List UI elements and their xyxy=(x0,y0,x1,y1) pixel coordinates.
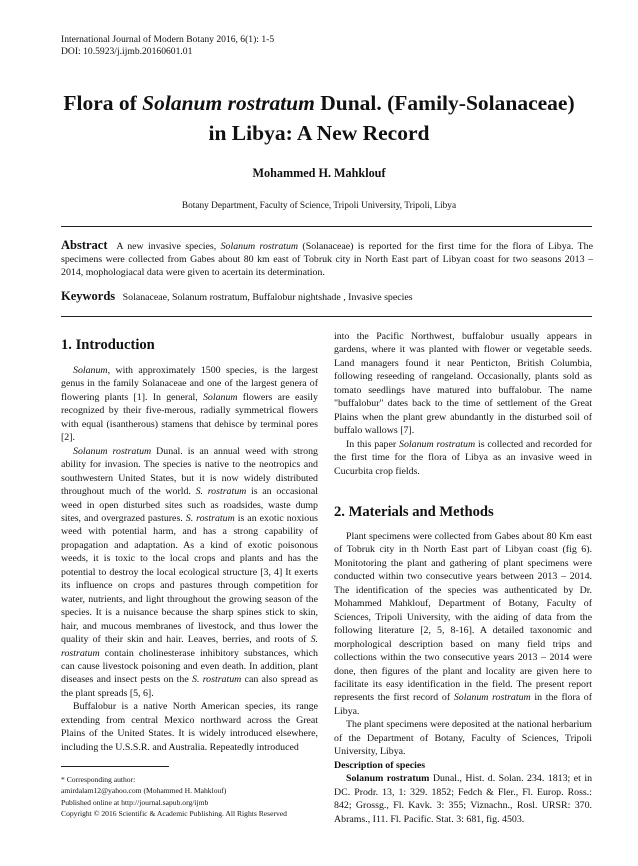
abstract-species: Solanum rostratum xyxy=(220,241,299,252)
intro-p2-text-d: contain cholinesterase inhibitory substances, which can cause livestock poisoning and even death. In addition, plant diseases and insect pests on the xyxy=(61,647,318,686)
methods-p3-text: Dunal., Hist. d. Solan. 234. 1813; et in DC. Prodr. 13, 1: 329. 1852; Fedch & Fler., Fl. Europ. Ross.: 842; Grossg., Fl. Kavk. 3: 355; Viznachn., Rosl. URSR: 370. Abrams., I11. Fl. Pacific. Stat. 3: 681, fig. 4503. xyxy=(334,773,593,825)
methods-paragraph-1 xyxy=(334,530,592,718)
intro-p1-text-b: flowers are easily recognized by their five-merous, radially symmetrical flowers with equal (isantherous) stamens that dehisce by terminal pores [2]. xyxy=(61,391,318,444)
journal-citation: International Journal of Modern Botany 2016, 6(1): 1-5 xyxy=(61,34,275,45)
author-name: Mohammed H. Mahklouf xyxy=(252,166,386,180)
author-affiliation: Botany Department, Faculty of Science, Tripoli University, Tripoli, Libya xyxy=(181,201,457,211)
doi-line: DOI: 10.5923/j.ijmb.20160601.01 xyxy=(61,46,193,57)
footnotes xyxy=(61,774,321,819)
species-name: Solanum rostratum xyxy=(73,445,152,457)
intro-paragraph-2 xyxy=(61,445,318,701)
species-name: Solanum rostratum xyxy=(399,438,476,450)
species-name: Solanum rostratum xyxy=(346,773,430,785)
species-name: S. rostratum xyxy=(61,634,318,659)
abstract-bottom-rule xyxy=(61,316,592,317)
methods-p1-text: Plant specimens were collected from Gabes about 80 Km east of Tobruk city in th North East part of Libyan coast (fig 6). Monitotoring the plant and gathering of plant specimens were conducted within two consecutive years between 2013 – 2014. The identification of the species was authenticated by Dr. Mohammed Mahklouf, Department of Botany, Faculty of Sciences, Tripoli University, with the aiding of data from the following literature [2, 5, 8-16]. A detailed taxonomic and morphological description based on many field trips and collections within the two consecutive years 2013 – 2014 were done, then figures of the plant and locality are given here to facilitate its easy identification in the field. The present report represents the first record of xyxy=(334,530,592,704)
methods-paragraph-3 xyxy=(334,772,592,826)
description-subheading: Description of species xyxy=(334,759,426,771)
right-column xyxy=(334,330,592,826)
intro-p2-text-b: is an occasional weed in open disturbed sites such as roadsides, waste dump sites, and overgrazed pastures. xyxy=(61,486,318,524)
abstract xyxy=(61,239,593,280)
footnote-corresponding: * Corresponding author: xyxy=(61,775,136,784)
title-part2: Dunal. (Family-Solanaceae) xyxy=(314,91,575,115)
species-name: Solanum rostratum xyxy=(453,692,531,704)
species-name: S. rostratum xyxy=(195,486,247,498)
keywords-label: Keywords xyxy=(61,289,116,303)
intro-p1-text-a: , with approximately 1500 species, is the largest genus in the family Solanaceae and one of the largest genera of flowering plants [1]. In general, xyxy=(61,365,318,403)
abstract-text-2: (Solanaceae) is reported for the first time for the flora of Libya. The specimens were collected from Gabes about 80 km east of Tobruk city in North East part of Libyan coast for two seasons 2013 – 2014, mophologiacal data were given to acertain its determination. xyxy=(61,241,594,279)
intro-p2-text-a: Dunal. is an annual weed with strong ability for invasion. The species is native to the neotropics and southwestern United States, but it is now widely distributed throughout much of the world. xyxy=(61,445,318,498)
footnote-published-online: Published online at http://journal.sapub.org/ijmb xyxy=(61,797,209,807)
title-species: Solanum rostratum xyxy=(142,91,315,115)
species-name: S. rostratum xyxy=(192,674,242,686)
intro-paragraph-3: Buffalobur is a native North American species, its range extending from central Mexico northward across the Great Plains of the United States. It is widely introduced elsewhere, including the U.S.S.R. and Australia. Repeatedly introduced xyxy=(61,701,318,753)
footnote-rule xyxy=(61,766,169,767)
title-line2: in Libya: A New Record xyxy=(208,121,430,145)
intro-paragraph-3-continued: into the Pacific Northwest, buffalobur usually appears in gardens, where it was planted with flower or vegetable seeds. Land managers found it near Penticton, British Columbia, following reseeding of rangeland. Occasionally, plants sold as tomato seedlings have matured into buffalobur. The name "buffalobur" dates back to the time of settlement of the Great Plains when the plant grew abundantly in the disturbed soil of buffalo wallows [7]. xyxy=(334,331,592,437)
intro-p2-text-c: is an exotic noxious weed with potential harm, and has a strong capability of propagation and adaptation. As a kind of exotic poisonous weeds, it is toxic to the local crops and plants and has the potential to destroy the local ecological structure [3, 4] It exerts its influence on crops and pastures through competition for water, nutrients, and light throughout the growing season of the species. It is a nuisance because the sharp spines stick to skin, hair, and mucous membranes of livestock, and thus lower the quality of their skin and hair. Leaves, berries, and roots of xyxy=(61,512,319,646)
abstract-label: Abstract xyxy=(61,238,108,252)
methods-p1-text-b: in the flora of Libya. xyxy=(334,692,593,717)
title-part1: Flora of xyxy=(63,91,143,115)
methods-paragraph-2: The plant specimens were deposited at the national herbarium of the Department of Botany, Faculty of Sciences, Tripoli University, Libya. xyxy=(334,719,592,758)
journal-header xyxy=(61,34,274,58)
genus-name: Solanum xyxy=(202,391,238,403)
abstract-text-1: A new invasive species, xyxy=(116,241,221,252)
intro-paragraph-1 xyxy=(61,364,318,445)
paper-title xyxy=(40,88,598,148)
footnote-email: amirdalam12@yahoo.com (Mohammed H. Mahklouf) xyxy=(61,786,227,796)
intro-p4-text-b: is collected and recorded for the first time for the flora of Libya as an invasive weed in Cucurbita crop fields. xyxy=(334,438,592,477)
top-rule xyxy=(61,226,592,227)
genus-name: Solanum xyxy=(73,365,108,376)
keywords xyxy=(61,289,593,304)
methods-heading: 2. Materials and Methods xyxy=(334,503,494,520)
intro-p2-text-e: can also spread as the plant spreads [5, 6]. xyxy=(61,674,319,699)
keywords-text: Solanaceae, Solanum rostratum, Buffalobur nightshade , Invasive species xyxy=(122,292,413,303)
intro-heading: 1. Introduction xyxy=(61,337,155,353)
left-column xyxy=(61,336,318,754)
species-name: S. rostratum xyxy=(185,512,235,524)
intro-p4-text-a: In this paper xyxy=(346,438,400,450)
footnote-copyright: Copyright © 2016 Scientific & Academic Publishing. All Rights Reserved xyxy=(61,808,287,818)
intro-paragraph-4 xyxy=(334,438,592,478)
